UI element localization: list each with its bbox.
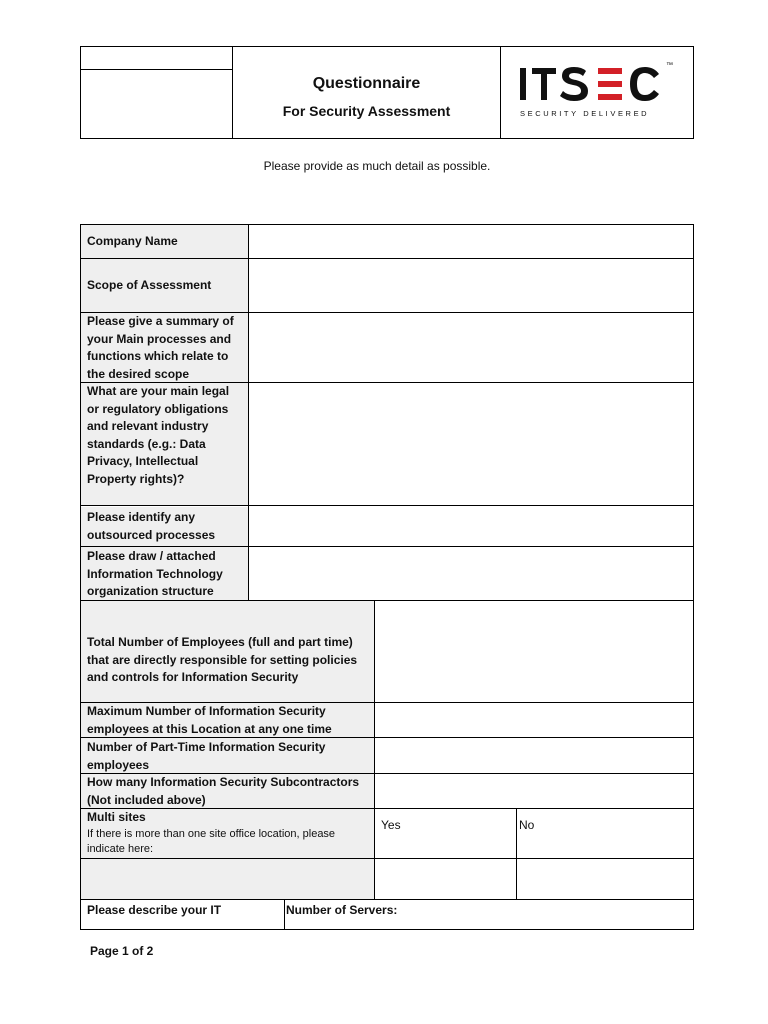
total-employees-line: Total Number of Employees (full and part time) <box>87 635 353 649</box>
legal-line: Privacy, Intellectual <box>87 454 199 468</box>
part-time-line: employees <box>87 757 150 772</box>
max-employees-field[interactable] <box>375 703 693 737</box>
legal-line: Property rights)? <box>87 471 185 486</box>
instruction-text: Please provide as much detail as possible. <box>263 159 491 173</box>
max-employees-label <box>87 703 332 738</box>
multi-sites-note: indicate here: <box>87 842 154 855</box>
yes-label: Yes <box>381 818 401 832</box>
subcontractors-label <box>87 774 359 809</box>
logo-tagline: SECURITY DELIVERED <box>520 109 650 118</box>
describe-it-label: Please describe your IT <box>87 903 222 917</box>
outsourced-line: Please identify any <box>87 510 196 524</box>
multi-sites-label <box>87 809 335 857</box>
multi-sites-no-option[interactable] <box>517 809 693 858</box>
subcontractors-field[interactable] <box>375 774 693 808</box>
legal-line: and relevant industry <box>87 419 209 433</box>
summary-line: functions which relate to <box>87 349 229 363</box>
servers-label: Number of Servers: <box>286 903 398 917</box>
part-time-field[interactable] <box>375 738 693 773</box>
outsourced-field[interactable] <box>249 506 693 546</box>
max-employees-line: employees at this Location at any one time <box>87 721 332 736</box>
org-structure-label <box>87 548 223 601</box>
scope-label: Scope of Assessment <box>87 278 212 292</box>
max-employees-line: Maximum Number of Information Security <box>87 704 326 718</box>
legal-line: What are your main legal <box>87 384 230 398</box>
page-number: Page 1 of 2 <box>90 944 154 958</box>
org-structure-line: Please draw / attached <box>87 549 216 563</box>
legal-line: or regulatory obligations <box>87 401 229 416</box>
multi-sites-yes-option[interactable] <box>375 809 516 858</box>
legal-line: standards (e.g.: Data <box>87 436 206 451</box>
company-name-label: Company Name <box>87 234 178 248</box>
org-structure-line: Information Technology <box>87 566 223 581</box>
sites-no-field[interactable] <box>517 859 693 899</box>
multi-sites-title: Multi sites <box>87 810 146 824</box>
summary-label <box>87 313 234 383</box>
subcontractors-line: How many Information Security Subcontractors <box>87 775 360 789</box>
part-time-label <box>87 739 325 774</box>
multi-sites-note: If there is more than one site office location, please <box>87 827 336 840</box>
summary-line: Please give a summary of <box>87 314 234 328</box>
servers-field[interactable] <box>400 900 693 929</box>
subcontractors-line: (Not included above) <box>87 792 206 807</box>
part-time-line: Number of Part-Time Information Security <box>87 740 326 754</box>
total-employees-line: and controls for Information Security <box>87 670 299 684</box>
sites-detail-field[interactable] <box>81 859 374 899</box>
scope-field[interactable] <box>249 259 693 312</box>
summary-line: the desired scope <box>87 366 190 381</box>
summary-field[interactable] <box>249 313 693 382</box>
legal-field[interactable] <box>249 383 693 505</box>
total-employees-field[interactable] <box>375 601 693 702</box>
outsourced-label <box>87 509 215 544</box>
org-structure-line: organization structure <box>87 584 214 598</box>
org-structure-field[interactable] <box>249 547 693 600</box>
total-employees-label <box>87 634 357 687</box>
summary-line: your Main processes and <box>87 331 232 346</box>
document-title: Questionnaire <box>312 75 421 92</box>
itsec-logo <box>518 64 678 122</box>
sites-yes-field[interactable] <box>375 859 516 899</box>
logo-trademark: ™ <box>666 62 673 69</box>
total-employees-line: that are directly responsible for setting policies <box>87 652 358 667</box>
outsourced-line: outsourced processes <box>87 527 216 542</box>
document-subtitle: For Security Assessment <box>282 103 451 119</box>
company-name-field[interactable] <box>249 225 693 258</box>
legal-label <box>87 383 229 488</box>
no-label: No <box>519 818 535 832</box>
